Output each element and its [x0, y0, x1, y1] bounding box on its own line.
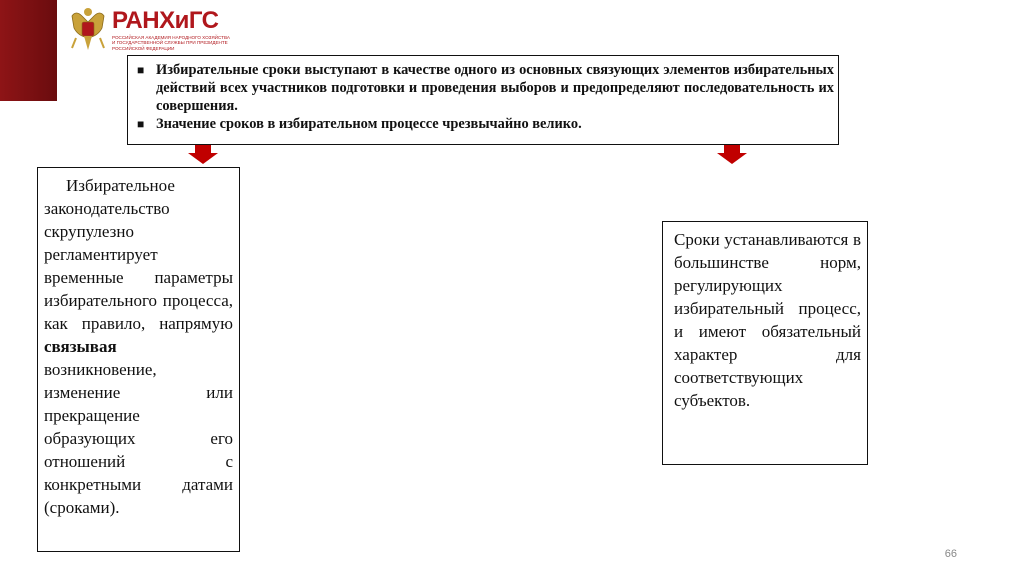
left-text-box [37, 167, 240, 552]
top-summary-box [127, 55, 839, 145]
left-text-part: Избирательное законодательство скрупулезно регламентирует временные параметры избирательного процесса, как правило, напрямую [44, 176, 233, 333]
top-bullet-text: Избирательные сроки выступают в качестве одного из основных связующих элементов избирательных действий всех участников подготовки и проведения выборов и предопределяют последовательность их совершения. [156, 62, 834, 114]
side-accent-bar [0, 0, 57, 101]
left-text-part: возникновение, изменение или прекращение образующих его отношений с конкретными датами (сроками). [44, 360, 233, 517]
square-bullet-icon: ■ [137, 117, 145, 131]
ranepa-logo [68, 6, 228, 56]
right-text: Сроки устанавливаются в большинстве норм, регулирующих избирательный процесс, и имеют обязательный характер для соответствующих субъектов. [674, 230, 861, 410]
square-bullet-icon: ■ [137, 63, 145, 77]
left-bold-word: связывая [44, 337, 117, 356]
page-number: 66 [944, 548, 957, 560]
double-headed-eagle-emblem-icon [68, 6, 108, 54]
logo-title: РАНХиГС [112, 7, 219, 34]
right-text-box [662, 221, 868, 465]
top-bullet-text: Значение сроков в избирательном процессе чрезвычайно велико. [156, 116, 582, 132]
logo-subtitle: РОССИЙСКАЯ АКАДЕМИЯ НАРОДНОГО ХОЗЯЙСТВА И ГОСУДАРСТВЕННОЙ СЛУЖБЫ ПРИ ПРЕЗИДЕНТЕ РОССИЙСКОЙ ФЕДЕРАЦИИ [112, 35, 230, 51]
top-bullet-item [128, 115, 838, 133]
top-bullet-item [128, 61, 838, 115]
